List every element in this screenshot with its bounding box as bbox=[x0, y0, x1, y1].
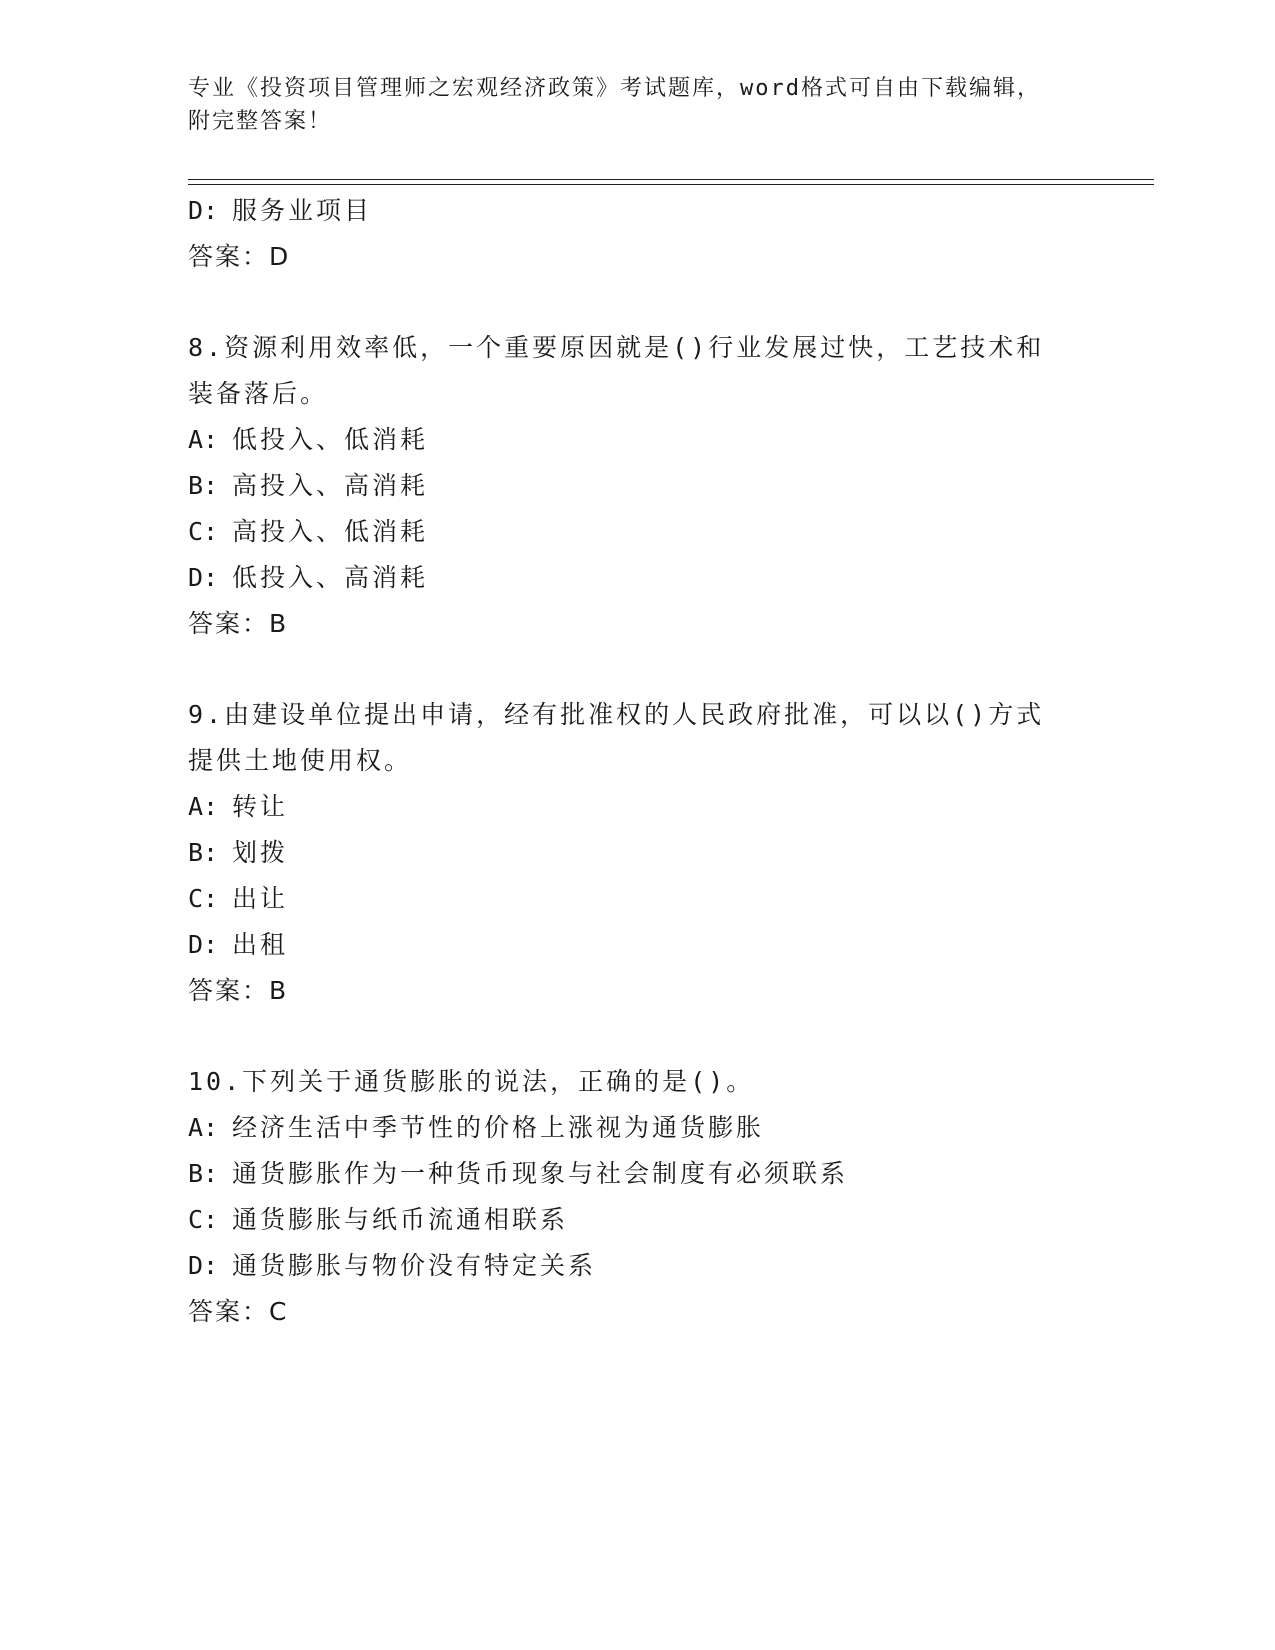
option-b bbox=[188, 463, 1088, 509]
option-letter: D: bbox=[188, 196, 219, 225]
question-text-cont: 装备落后。 bbox=[188, 379, 329, 408]
option-c bbox=[188, 509, 1088, 555]
option-d bbox=[188, 555, 1088, 601]
option-letter: D: bbox=[188, 563, 219, 592]
question-list bbox=[188, 188, 1088, 1335]
option-letter: D: bbox=[188, 930, 219, 959]
option-text: 通货膨胀作为一种货币现象与社会制度有必须联系 bbox=[232, 1159, 849, 1188]
spacer bbox=[188, 647, 1088, 692]
option-letter: C: bbox=[188, 517, 219, 546]
option-d bbox=[188, 1243, 1088, 1289]
option-text: 经济生活中季节性的价格上涨视为通货膨胀 bbox=[232, 1113, 765, 1142]
option-text: 服务业项目 bbox=[232, 196, 373, 225]
option-c bbox=[188, 1197, 1088, 1243]
option-letter: A: bbox=[188, 792, 219, 821]
option-a bbox=[188, 784, 1088, 830]
answer: 答案：B bbox=[188, 976, 289, 1005]
option-letter: D: bbox=[188, 1251, 219, 1280]
answer: 答案：B bbox=[188, 609, 289, 638]
option-text: 划拨 bbox=[232, 838, 289, 867]
option-letter: A: bbox=[188, 425, 219, 454]
option-b bbox=[188, 830, 1088, 876]
option-b bbox=[188, 1151, 1088, 1197]
header-divider-top bbox=[188, 179, 1154, 180]
spacer bbox=[188, 280, 1088, 325]
option-letter: B: bbox=[188, 471, 219, 500]
prev-answer: 答案：D bbox=[188, 242, 291, 271]
prev-option-d bbox=[188, 188, 1088, 234]
option-text: 出让 bbox=[232, 884, 289, 913]
document-header bbox=[188, 72, 1068, 138]
question-8 bbox=[188, 325, 1088, 647]
option-a bbox=[188, 417, 1088, 463]
header-divider-bottom bbox=[188, 184, 1154, 185]
option-text: 通货膨胀与物价没有特定关系 bbox=[232, 1251, 597, 1280]
question-9 bbox=[188, 692, 1088, 1014]
header-line-2: 附完整答案！ bbox=[188, 109, 333, 134]
question-text-cont: 提供土地使用权。 bbox=[188, 746, 413, 775]
option-text: 高投入、低消耗 bbox=[232, 517, 429, 546]
question-10 bbox=[188, 1059, 1088, 1335]
option-letter: A: bbox=[188, 1113, 219, 1142]
option-text: 低投入、低消耗 bbox=[232, 425, 429, 454]
header-line-1: 专业《投资项目管理师之宏观经济政策》考试题库，word格式可自由下载编辑， bbox=[188, 76, 1041, 101]
question-text: 9.由建设单位提出申请，经有批准权的人民政府批准，可以以()方式 bbox=[188, 700, 1045, 729]
option-text: 高投入、高消耗 bbox=[232, 471, 429, 500]
option-text: 出租 bbox=[232, 930, 289, 959]
option-d bbox=[188, 922, 1088, 968]
option-letter: B: bbox=[188, 1159, 219, 1188]
option-a bbox=[188, 1105, 1088, 1151]
option-letter: B: bbox=[188, 838, 219, 867]
option-c bbox=[188, 876, 1088, 922]
answer: 答案：C bbox=[188, 1297, 289, 1326]
question-text: 8.资源利用效率低，一个重要原因就是()行业发展过快，工艺技术和 bbox=[188, 333, 1045, 362]
option-text: 通货膨胀与纸币流通相联系 bbox=[232, 1205, 569, 1234]
question-text: 10.下列关于通货膨胀的说法，正确的是()。 bbox=[188, 1067, 755, 1096]
spacer bbox=[188, 1014, 1088, 1059]
option-text: 低投入、高消耗 bbox=[232, 563, 429, 592]
option-text: 转让 bbox=[232, 792, 289, 821]
option-letter: C: bbox=[188, 884, 219, 913]
option-letter: C: bbox=[188, 1205, 219, 1234]
